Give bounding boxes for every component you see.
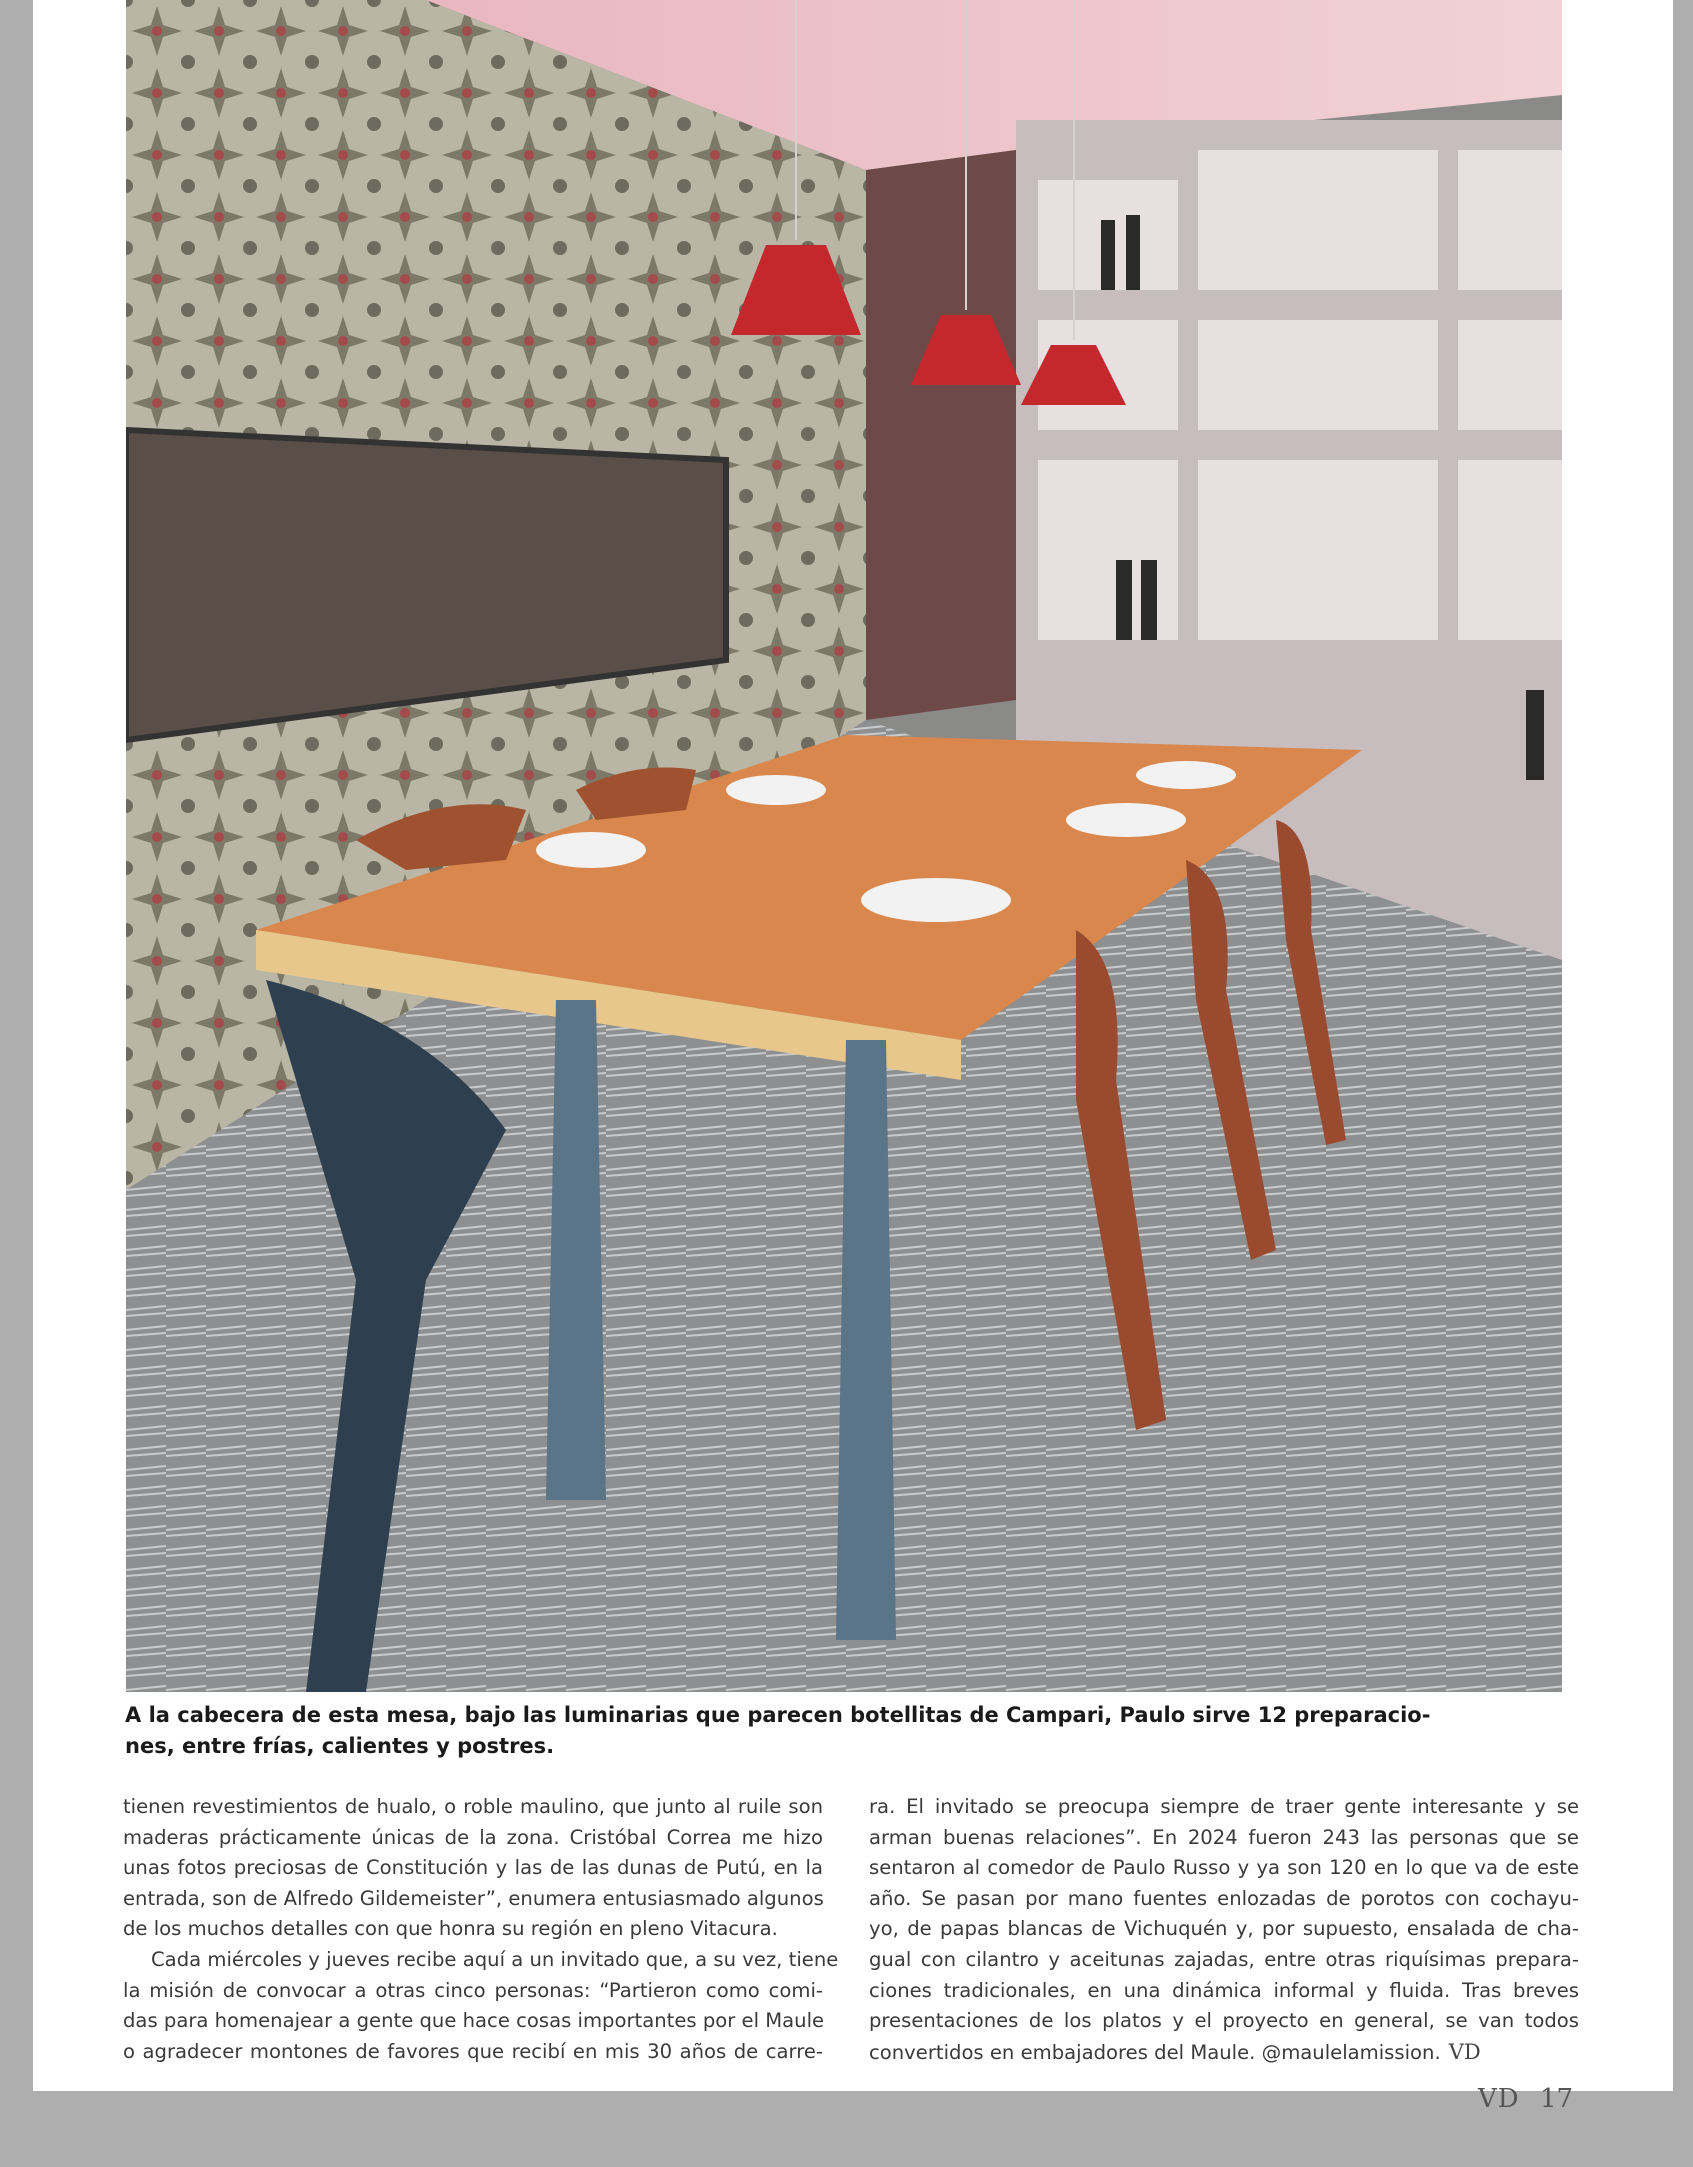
body-line: ciones tradicionales, en una dinámica informal y fluida. Tras breves <box>869 1978 1579 2002</box>
body-line-text: convertidos en embajadores del Maule. @maulelamission. <box>869 2040 1441 2064</box>
dining-room-illustration <box>126 0 1562 1692</box>
folio-magazine-name: VD <box>1478 2084 1520 2114</box>
end-mark: VD <box>1448 2039 1481 2064</box>
folio-page-number: 17 <box>1540 2084 1574 2114</box>
body-line: entrada, son de Alfredo Gildemeister”, enumera entusiasmado algunos <box>123 1886 824 1910</box>
body-column-right <box>869 1792 1579 2068</box>
dining-room-photo <box>126 0 1562 1692</box>
body-line: das para homenajear a gente que hace cosas importantes por el Maule <box>123 2009 825 2033</box>
body-line: presentaciones de los platos y el proyecto en general, se van todos <box>869 2009 1579 2033</box>
body-line: o agradecer montones de favores que recibí en mis 30 años de carre- <box>123 2039 823 2063</box>
body-line: de los muchos detalles con que honra su región en pleno Vitacura. <box>123 1917 778 1941</box>
body-line: arman buenas relaciones”. En 2024 fueron 243 las personas que se <box>869 1825 1579 1849</box>
body-line: unas fotos preciosas de Constitución y las de las dunas de Putú, en la <box>123 1856 823 1880</box>
body-column-left <box>123 1792 839 2067</box>
body-line: maderas prácticamente únicas de la zona. Cristóbal Correa me hizo <box>123 1825 823 1849</box>
body-line-final <box>869 2037 1579 2069</box>
magazine-page <box>33 0 1673 2091</box>
body-line: gual con cilantro y aceitunas zajadas, entre otras riquísimas prepara- <box>869 1947 1579 1971</box>
body-line: ra. El invitado se preocupa siempre de traer gente interesante y se <box>869 1795 1579 1818</box>
caption-line: nes, entre frías, calientes y postres. <box>125 1734 555 1758</box>
body-line: tienen revestimientos de hualo, o roble maulino, que junto al ruile son <box>123 1795 823 1818</box>
body-line: yo, de papas blancas de Vichuquén y, por supuesto, ensalada de cha- <box>869 1917 1579 1941</box>
body-line: sentaron al comedor de Paulo Russo y ya son 120 en lo que va de este <box>869 1856 1579 1880</box>
body-line: año. Se pasan por mano fuentes enlozadas de porotos con cochayu- <box>869 1886 1579 1910</box>
body-line: la misión de convocar a otras cinco personas: “Partieron como comi- <box>123 1978 823 2002</box>
body-line: Cada miércoles y jueves recibe aquí a un invitado que, a su vez, tiene <box>151 1947 839 1971</box>
photo-caption <box>125 1700 1431 1762</box>
caption-line: A la cabecera de esta mesa, bajo las luminarias que parecen botellitas de Campari, Paulo sirve 12 preparacio- <box>125 1703 1431 1727</box>
